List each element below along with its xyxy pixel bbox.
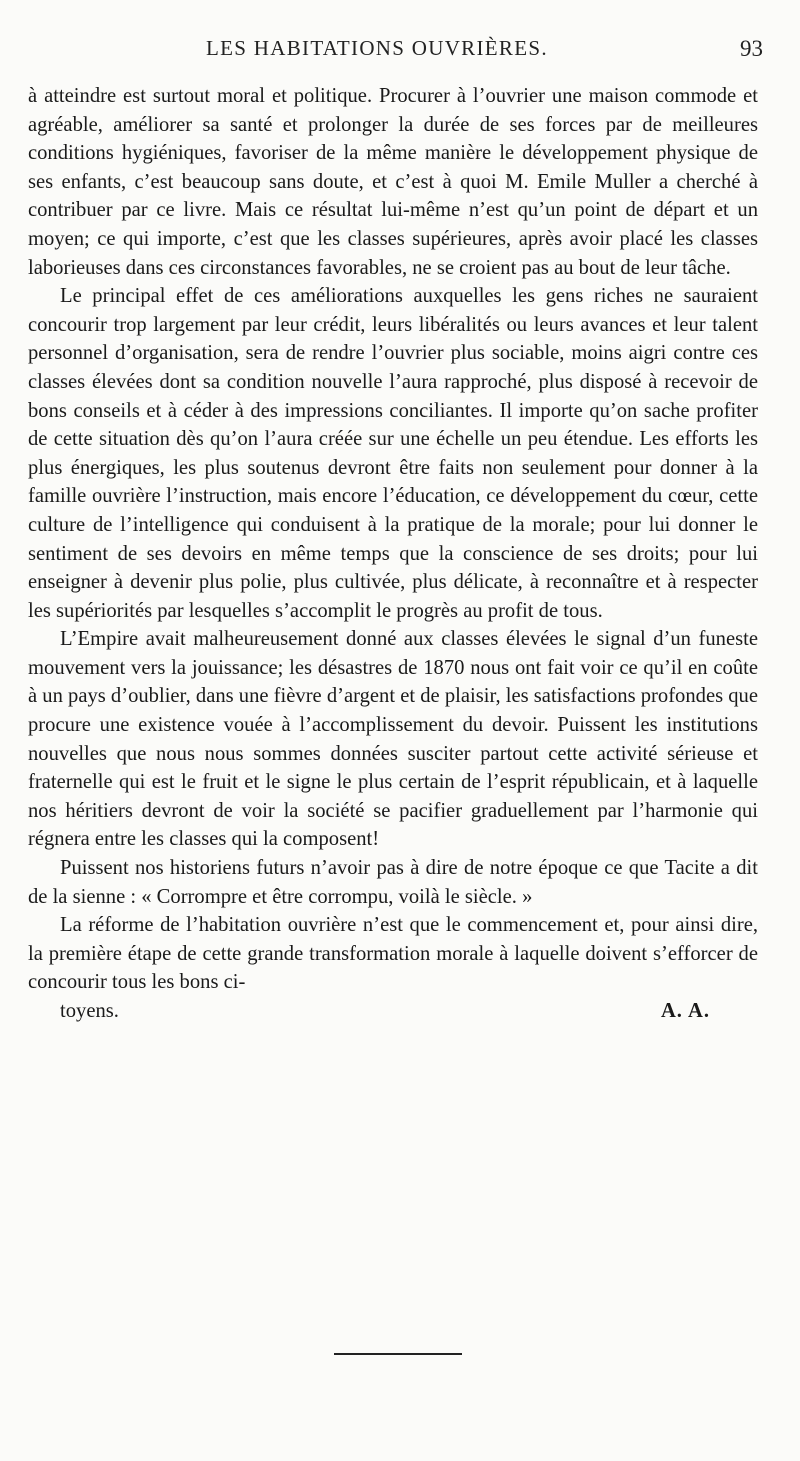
body-text	[28, 82, 758, 1026]
running-title: LES HABITATIONS OUVRIÈRES.	[206, 36, 548, 60]
author-signature: A. A.	[660, 1000, 710, 1022]
paragraph: L’Empire avait malheureusement donné aux classes élevées le signal d’un funeste mouvement vers la jouissance; les désastres de 1870 nous ont fait voir ce qu’il en coûte à un pays d’oublier, dans une fièvre d’argent et de plaisir, les satisfactions profondes que procure une existence vouée à l’accomplissement du devoir. Puissent les institutions nouvelles que nous nous sommes données susciter partout cette activité sérieuse et fraternelle qui est le fruit et le signe le plus certain de l’esprit républicain, et à laquelle nos héritiers devront de voir la société se pacifier graduellement par l’harmonie qui régnera entre les classes qui la composent!	[28, 628, 758, 851]
paragraph: à atteindre est surtout moral et politique. Procurer à l’ouvrier une maison commode et agréable, améliorer sa santé et prolonger la durée de ses forces par de meilleures conditions hygiéniques, favoriser de la même manière le développement physique de ses enfants, c’est beaucoup sans doute, et c’est à quoi M. Emile Muller a cherché à contribuer par ce livre. Mais ce résultat lui-même n’est qu’un point de départ et un moyen; ce qui importe, c’est que les classes supérieures, après avoir placé les classes laborieuses dans ces circonstances favorables, ne se croient pas au bout de leur tâche.	[28, 85, 758, 279]
paragraph: Le principal effet de ces améliorations auxquelles les gens riches ne sauraient concourir trop largement par leur crédit, leurs libéralités ou leurs avances et leur talent personnel d’organisation, sera de rendre l’ouvrier plus sociable, moins aigri contre ces classes élevées dont sa condition nouvelle l’aura rapproché, plus disposé à recevoir de bons conseils et à céder à des impressions conciliantes. Il importe qu’on sache profiter de cette situation dès qu’on l’aura créée sur une échelle un peu étendue. Les efforts les plus énergiques, les plus soutenus devront être faits non seulement pour donner à la famille ouvrière l’instruction, mais encore l’éducation, ce développement du cœur, cette culture de l’intelligence qui conduisent à la pratique de la morale; pour lui donner le sentiment de ses devoirs en même temps que la conscience de ses droits; pour lui enseigner à devenir plus polie, plus cultivée, plus délicate, à reconnaître et à respecter les supériorités par lesquelles s’accomplit le progrès au profit de tous.	[28, 285, 758, 622]
page-number: 93	[740, 36, 763, 61]
page-header	[28, 36, 763, 68]
closing-line	[28, 997, 758, 1026]
paragraph: La réforme de l’habitation ouvrière n’est que le commencement et, pour ainsi dire, la première étape de cette grande transformation morale à laquelle doivent s’efforcer de concourir tous les bons ci-	[28, 914, 758, 994]
paragraph: Puissent nos historiens futurs n’avoir pas à dire de notre époque ce que Tacite a dit de la sienne : « Corrompre et être corrompu, voilà le siècle. »	[28, 857, 758, 908]
end-rule	[334, 1353, 462, 1355]
closing-word: toyens.	[60, 1000, 119, 1022]
